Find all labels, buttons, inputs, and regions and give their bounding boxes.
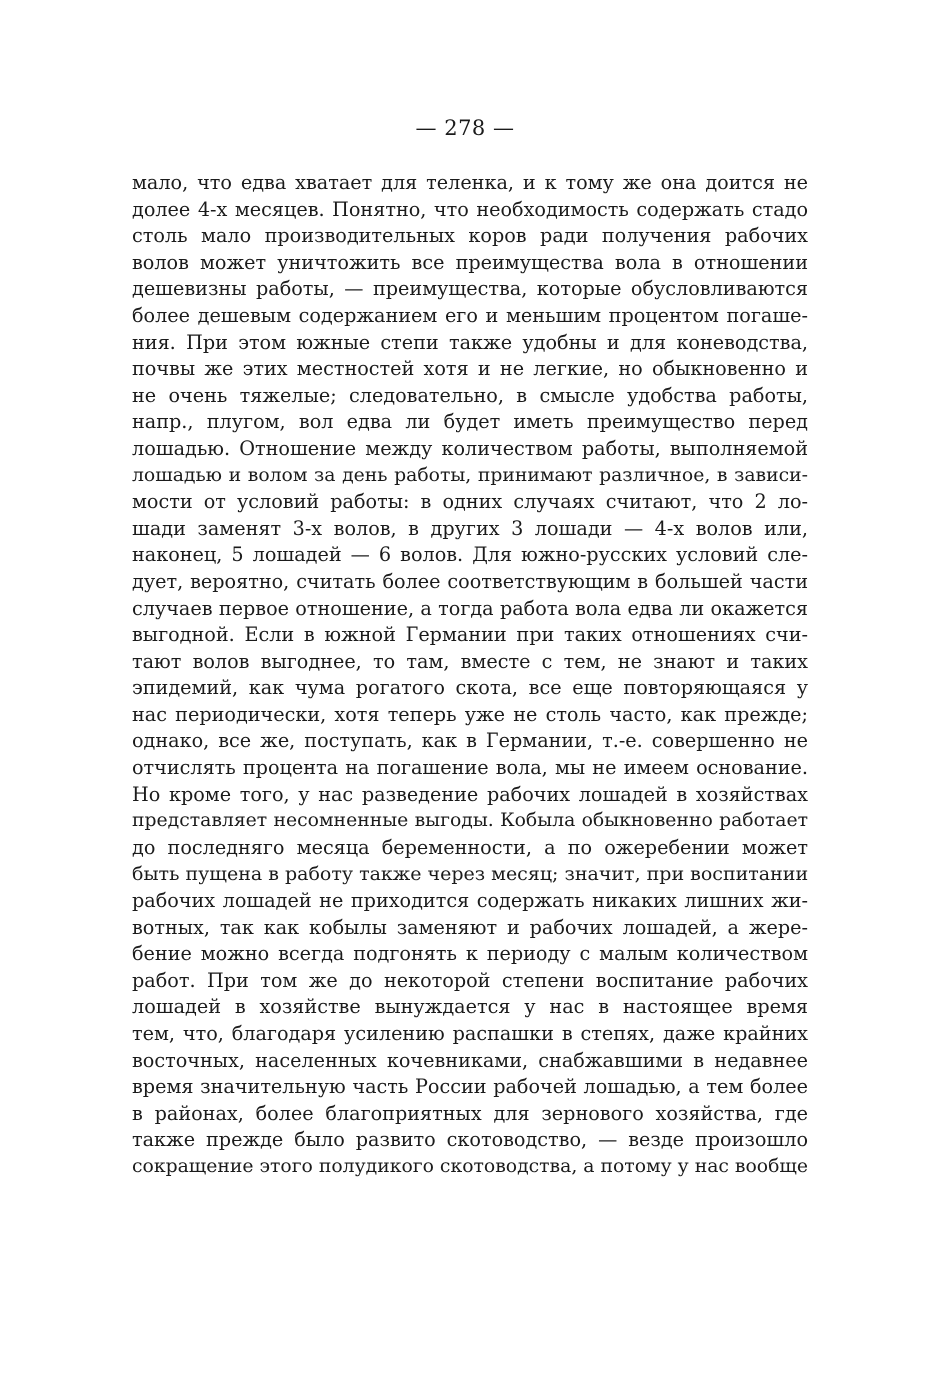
text-line: тают волов выгоднее, то там, вместе с тем, не знают и таких	[132, 649, 808, 673]
text-line: лошадью. Отношение между количеством работы, выполняемой	[132, 436, 808, 460]
text-line: тем, что, благодаря усилению распашки в степях, даже крайних	[132, 1022, 808, 1045]
text-line: не очень тяжелые; следовательно, в смысле удобства работы,	[132, 383, 808, 407]
text-line: отчислять процента на погашение вола, мы не имеем основание.	[132, 756, 808, 780]
text-line: выгодной. Если в южной Германии при таких отношениях счи-	[132, 623, 808, 647]
text-line: в районах, более благоприятных для зернового хозяйства, где	[132, 1101, 808, 1125]
text-line: вотных, так как кобылы заменяют и рабочих лошадей, а жере-	[132, 915, 808, 939]
text-line: Но кроме того, у нас разведение рабочих лошадей в хозяйствах	[132, 782, 808, 806]
text-line: время значительную часть России рабочей лошадью, а тем более	[132, 1075, 808, 1099]
text-line: восточных, населенных кочевниками, снабжавшими в недавнее	[132, 1048, 808, 1072]
text-line: нас периодически, хотя теперь уже не столь часто, как прежде;	[132, 702, 808, 726]
body-text	[132, 170, 808, 1181]
text-line: напр., плугом, вол едва ли будет иметь преимущество перед	[132, 410, 808, 434]
text-line: столь мало производительных коров ради получения рабочих	[132, 224, 808, 248]
text-line: лошадей в хозяйстве вынуждается у нас в настоящее время	[132, 995, 808, 1019]
text-line: рабочих лошадей не приходится содержать никаких лишних жи-	[132, 889, 808, 913]
text-line: быть пущена в работу также через месяц; значит, при воспитании	[132, 863, 808, 886]
text-line: волов может уничтожить все преимущества вола в отношении	[132, 250, 808, 274]
text-line: бение можно всегда подгонять к периоду с малым количеством	[132, 942, 808, 966]
text-line: до последняго месяца беременности, а по ожеребении может	[132, 835, 808, 859]
text-line: более дешевым содержанием его и меньшим процентом погаше-	[132, 303, 808, 327]
text-line: также прежде было развито скотоводство, — везде произошло	[132, 1128, 808, 1152]
text-line: дешевизны работы, — преимущества, которые обусловливаются	[132, 277, 808, 301]
text-line: мало, что едва хватает для теленка, и к тому же она доится не	[132, 171, 808, 194]
text-line: однако, все же, поступать, как в Германии, т.-е. совершенно не	[132, 729, 808, 753]
text-line: ния. При этом южные степи также удобны и для коневодства,	[132, 330, 808, 354]
text-line: сокращение этого полудикого скотоводства, а потому у нас вообще	[132, 1155, 808, 1177]
text-line: мости от условий работы: в одних случаях считают, что 2 ло-	[132, 490, 808, 514]
text-line: дует, вероятно, считать более соответствующим в большей части	[132, 569, 808, 593]
text-line: эпидемий, как чума рогатого скота, все еще повторяющаяся у	[132, 676, 808, 700]
text-line: работ. При том же до некоторой степени воспитание рабочих	[132, 968, 808, 992]
text-line: случаев первое отношение, а тогда работа вола едва ли окажется	[132, 596, 808, 620]
page-number: — 278 —	[415, 116, 515, 140]
text-line: наконец, 5 лошадей — 6 волов. Для южно-русских условий сле-	[132, 543, 808, 567]
text-line: почвы же этих местностей хотя и не легкие, но обыкновенно и	[132, 357, 808, 381]
text-line: долее 4-х месяцев. Понятно, что необходимость содержать стадо	[132, 197, 808, 221]
text-line: шади заменят 3-х волов, в других 3 лошади — 4-х волов или,	[132, 516, 808, 540]
text-line: представляет несомненные выгоды. Кобыла обыкновенно работает	[132, 810, 808, 832]
text-line: лошадью и волом за день работы, принимают различное, в зависи-	[132, 464, 808, 486]
